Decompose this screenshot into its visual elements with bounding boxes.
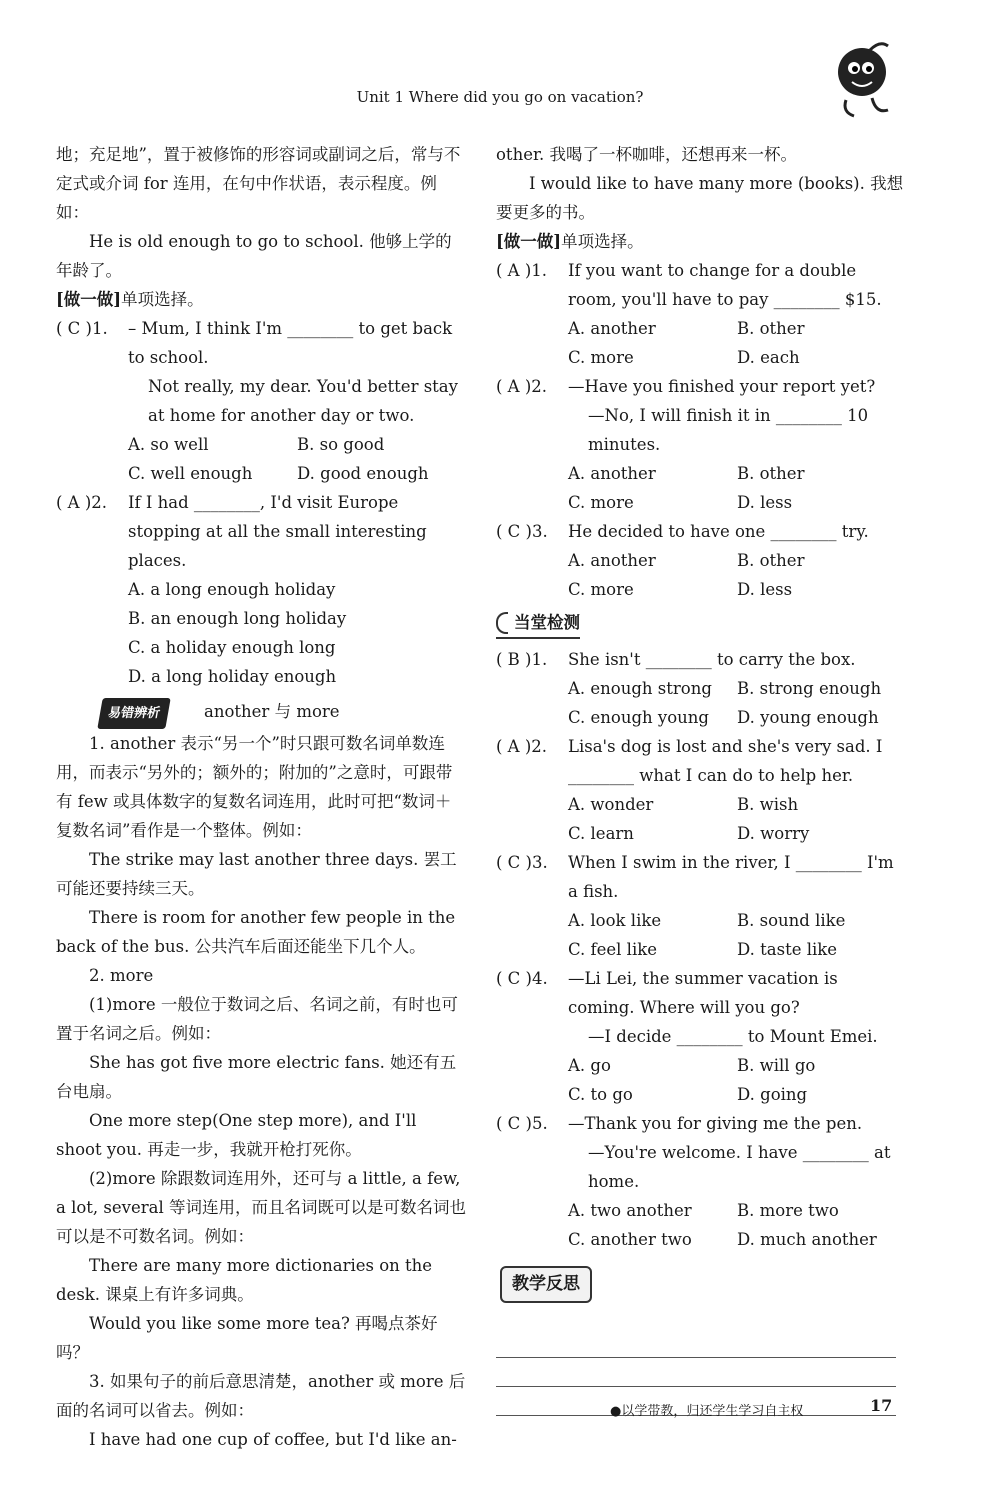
- question-item: ( C )3. He decided to have one ________ try.: [496, 522, 869, 541]
- page-header: Unit 1 Where did you go on vacation?: [356, 88, 644, 106]
- question-text: —You're welcome. I have ________ at home.: [588, 1143, 891, 1191]
- options-row: C. another two D. much another: [568, 1230, 877, 1249]
- section-text: (2)more 除跟数词连用外，还可与 a little, a few, a lot, several 等词连用，而且名词既可以是可数名词也可以是不可数名词。例如：: [56, 1169, 466, 1246]
- options-row: C. enough young D. young enough: [568, 708, 879, 727]
- question-item: ( B )1. She isn't ________ to carry the box.: [496, 650, 856, 669]
- example-text: other. 我喝了一杯咖啡，还想再来一杯。: [496, 145, 798, 164]
- options-row: C. more D. less: [568, 580, 793, 599]
- reflection-badge: 教学反思: [500, 1266, 592, 1303]
- option: C. a holiday enough long: [128, 638, 336, 657]
- page-number: 17: [870, 1396, 893, 1415]
- options-row: A. two another B. more two: [568, 1201, 839, 1220]
- footer-slogan: ●以学带教，归还学生学习自主权: [610, 1404, 804, 1419]
- example-text: I have had one cup of coffee, but I'd like an-: [89, 1430, 457, 1449]
- question-item: ( C )3. When I swim in the river, I ________ I'm a fish.: [496, 853, 894, 901]
- practice-label: 单项选择。: [121, 290, 204, 309]
- question-item: ( A )2. —Have you finished your report yet?: [496, 377, 876, 396]
- options-row: A. go B. will go: [568, 1056, 816, 1075]
- intro-text: 地；充足地”，置于被修饰的形容词或副词之后，常与不定式或介词 for 连用，在句中作状语，表示程度。例如：: [56, 145, 461, 222]
- yicuo-badge: 易错辨析: [97, 698, 170, 729]
- question-item: ( C )1. – Mum, I think I'm ________ to get back to school.: [56, 319, 453, 367]
- options-row: A. wonder B. wish: [568, 795, 799, 814]
- question-item: ( A )2. Lisa's dog is lost and she's very sad. I ________ what I can do to help her.: [496, 737, 883, 785]
- writing-line: [496, 1358, 896, 1387]
- example-text: Would you like some more tea? 再喝点茶好吗？: [56, 1314, 438, 1362]
- section-text: 1. another 表示“另一个”时只跟可数名词单数连用，而表示“另外的；额外的；附加的”之意时，可跟带有 few 或具体数字的复数名词连用，此时可把“数词＋复数名词”看作是一个整体。例如：: [56, 734, 453, 840]
- options-row: A. look like B. sound like: [568, 911, 846, 930]
- options-row: C. more D. each: [568, 348, 800, 367]
- practice-tag: [做一做]: [496, 232, 562, 251]
- section-text: (1)more 一般位于数词之后、名词之前，有时也可置于名词之后。例如：: [56, 995, 458, 1043]
- example-text: He is old enough to go to school. 他够上学的年龄了。: [56, 232, 452, 280]
- example-text: I would like to have many more (books). 我想要更多的书。: [496, 174, 904, 222]
- question-text: Not really, my dear. You'd better stay at home for another day or two.: [148, 377, 458, 425]
- option: D. a long holiday enough: [128, 667, 337, 686]
- practice-label: 单项选择。: [561, 232, 644, 251]
- question-text: —No, I will finish it in ________ 10 minutes.: [588, 406, 869, 454]
- writing-line: [496, 1329, 896, 1358]
- options-row: A. enough strong B. strong enough: [568, 679, 882, 698]
- practice-tag: [做一做]: [56, 290, 122, 309]
- question-item: ( A )1. If you want to change for a double room, you'll have to pay ________ $15.: [496, 261, 882, 309]
- left-column: [56, 140, 466, 1454]
- options-row: A. another B. other: [568, 319, 805, 338]
- option: A. a long enough holiday: [128, 580, 336, 599]
- option: B. an enough long holiday: [128, 609, 347, 628]
- example-text: She has got five more electric fans. 她还有五台电扇。: [56, 1053, 457, 1101]
- options-row: C. feel like D. taste like: [568, 940, 838, 959]
- options-row: C. well enough D. good enough: [128, 464, 429, 483]
- example-text: There are many more dictionaries on the desk. 课桌上有许多词典。: [56, 1256, 433, 1304]
- question-item: ( C )4. —Li Lei, the summer vacation is coming. Where will you go?: [496, 969, 838, 1017]
- options-row: C. more D. less: [568, 493, 793, 512]
- right-column: [496, 140, 906, 1416]
- question-text: —I decide ________ to Mount Emei.: [588, 1027, 878, 1046]
- options-row: A. another B. other: [568, 551, 805, 570]
- example-text: The strike may last another three days. 罢工可能还要持续三天。: [56, 850, 457, 898]
- section-text: 3. 如果句子的前后意思清楚，another 或 more 后面的名词可以省去。例如：: [56, 1372, 466, 1420]
- example-text: There is room for another few people in the back of the bus. 公共汽车后面还能坐下几个人。: [56, 908, 456, 956]
- options-row: C. learn D. worry: [568, 824, 810, 843]
- options-row: A. another B. other: [568, 464, 805, 483]
- options-row: C. to go D. going: [568, 1085, 808, 1104]
- example-text: One more step(One step more), and I'll shoot you. 再走一步，我就开枪打死你。: [56, 1111, 417, 1159]
- bracket-icon: [496, 612, 508, 634]
- section-heading: 2. more: [89, 966, 154, 985]
- question-item: ( A )2. If I had ________, I'd visit Europe stopping at all the small interesting places.: [56, 493, 427, 570]
- options-row: A. so well B. so good: [128, 435, 385, 454]
- mascot-icon: [832, 38, 902, 122]
- yicuo-title: another 与 more: [204, 702, 340, 721]
- question-item: ( C )5. —Thank you for giving me the pen.: [496, 1114, 863, 1133]
- jiance-heading: 当堂检测: [496, 608, 580, 639]
